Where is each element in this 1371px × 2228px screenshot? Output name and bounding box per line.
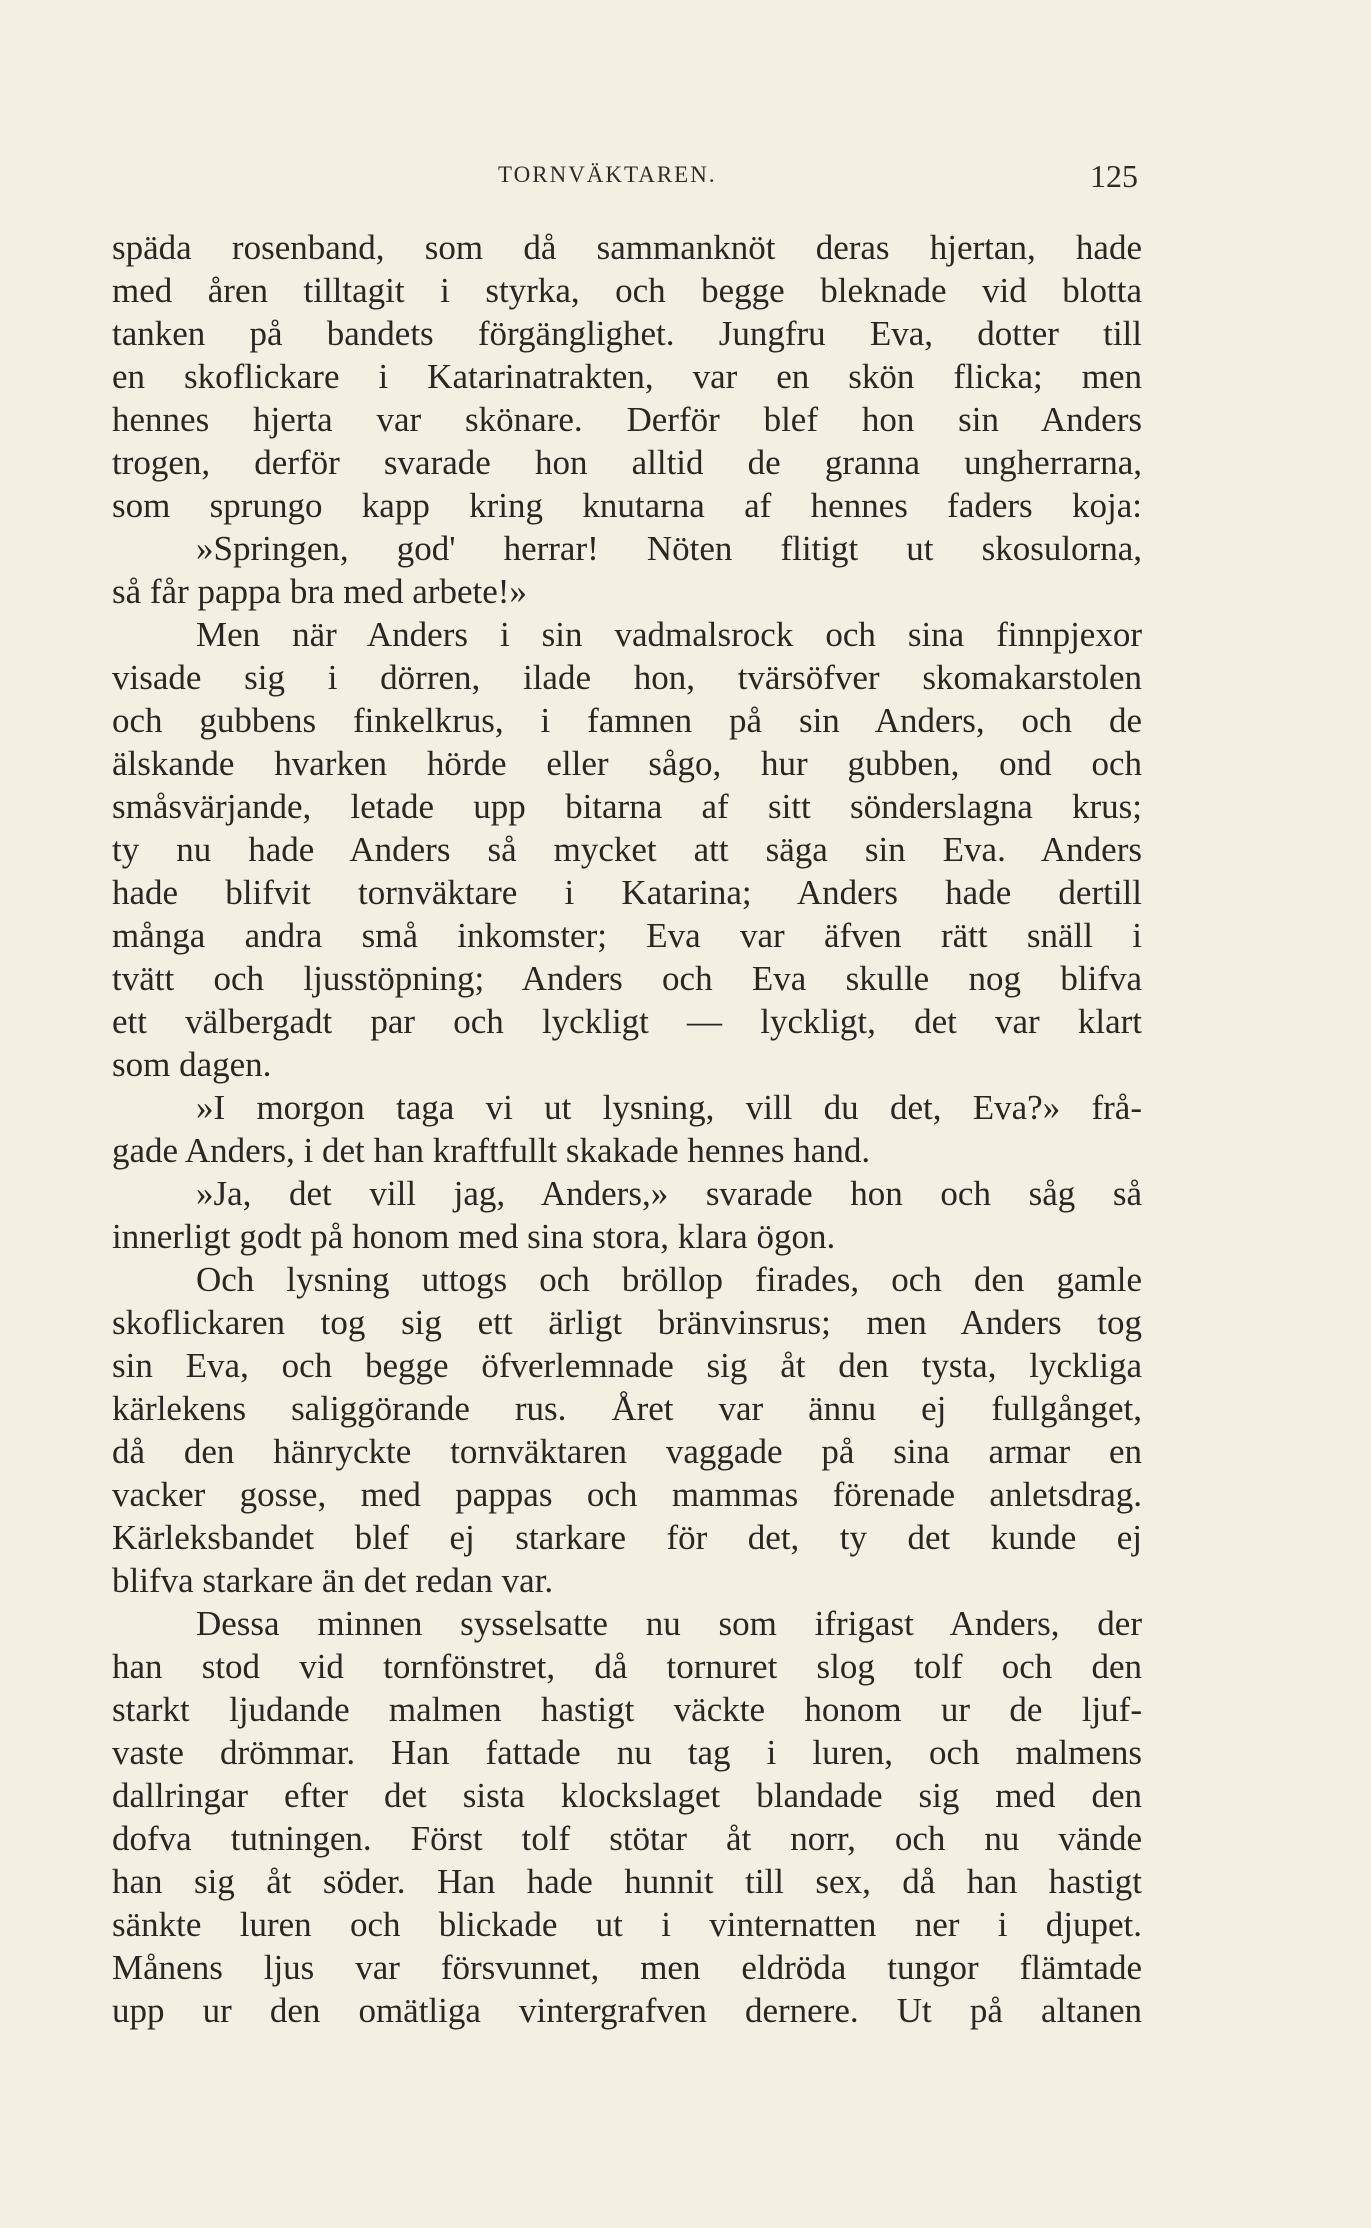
text-line: som dagen. bbox=[112, 1045, 272, 1084]
text-line: så får pappa bra med arbete!» bbox=[112, 572, 527, 611]
text-line: visade sig i dörren, ilade hon, tvärsöfver skomakarstolen bbox=[112, 658, 1142, 697]
text-line: ty nu hade Anders så mycket att säga sin Eva. Anders bbox=[112, 830, 1142, 869]
text-line: trogen, derför svarade hon alltid de granna ungherrarna, bbox=[112, 443, 1142, 482]
text-line: han stod vid tornfönstret, då tornuret slog tolf och den bbox=[112, 1647, 1142, 1686]
text-line: blifva starkare än det redan var. bbox=[112, 1561, 554, 1600]
text-line: ett välbergadt par och lyckligt — lyckligt, det var klart bbox=[112, 1002, 1142, 1041]
text-line: Kärleksbandet blef ej starkare för det, ty det kunde ej bbox=[112, 1518, 1142, 1557]
text-line: innerligt godt på honom med sina stora, klara ögon. bbox=[112, 1217, 836, 1256]
running-title: TORNVÄKTAREN. bbox=[498, 162, 717, 187]
text-line: dallringar efter det sista klockslaget blandade sig med den bbox=[112, 1776, 1142, 1815]
text-line: tanken på bandets förgänglighet. Jungfru Eva, dotter till bbox=[112, 314, 1142, 353]
text-line: och gubbens finkelkrus, i famnen på sin Anders, och de bbox=[112, 701, 1142, 740]
text-line: Och lysning uttogs och bröllop firades, och den gamle bbox=[196, 1260, 1142, 1299]
text-line: han sig åt söder. Han hade hunnit till sex, då han hastigt bbox=[112, 1862, 1142, 1901]
text-line: kärlekens saliggörande rus. Året var ännu ej fullgånget, bbox=[112, 1389, 1142, 1428]
text-line: »Ja, det vill jag, Anders,» svarade hon och såg så bbox=[196, 1174, 1142, 1213]
text-line: »I morgon taga vi ut lysning, vill du det, Eva?» frå- bbox=[196, 1088, 1142, 1127]
text-line: vacker gosse, med pappas och mammas förenade anletsdrag. bbox=[112, 1475, 1142, 1514]
text-line: hade blifvit tornväktare i Katarina; Anders hade dertill bbox=[112, 873, 1142, 912]
text-line: då den hänryckte tornväktaren vaggade på sina armar en bbox=[112, 1432, 1142, 1471]
text-line: gade Anders, i det han kraftfullt skakade hennes hand. bbox=[112, 1131, 871, 1170]
text-line: vaste drömmar. Han fattade nu tag i luren, och malmens bbox=[112, 1733, 1142, 1772]
text-line: Dessa minnen sysselsatte nu som ifrigast Anders, der bbox=[196, 1604, 1142, 1643]
text-line: som sprungo kapp kring knutarna af hennes faders koja: bbox=[112, 486, 1142, 525]
text-line: med åren tilltagit i styrka, och begge bleknade vid blotta bbox=[112, 271, 1142, 310]
text-line: småsvärjande, letade upp bitarna af sitt sönderslagna krus; bbox=[112, 787, 1142, 826]
body-text bbox=[112, 226, 1142, 2032]
text-line: upp ur den omätliga vintergrafven dernere. Ut på altanen bbox=[112, 1991, 1142, 2030]
text-line: starkt ljudande malmen hastigt väckte honom ur de ljuf- bbox=[112, 1690, 1142, 1729]
text-line: många andra små inkomster; Eva var äfven rätt snäll i bbox=[112, 916, 1142, 955]
text-line: Men när Anders i sin vadmalsrock och sina finnpjexor bbox=[196, 615, 1142, 654]
text-line: en skoflickare i Katarinatrakten, var en skön flicka; men bbox=[112, 357, 1142, 396]
text-line: skoflickaren tog sig ett ärligt bränvinsrus; men Anders tog bbox=[112, 1303, 1142, 1342]
running-head bbox=[0, 158, 1371, 198]
text-line: »Springen, god' herrar! Nöten flitigt ut skosulorna, bbox=[196, 529, 1142, 568]
text-line: Månens ljus var försvunnet, men eldröda tungor flämtade bbox=[112, 1948, 1142, 1987]
text-line: sin Eva, och begge öfverlemnade sig åt den tysta, lyckliga bbox=[112, 1346, 1142, 1385]
text-line: hennes hjerta var skönare. Derför blef hon sin Anders bbox=[112, 400, 1142, 439]
text-line: dofva tutningen. Först tolf stötar åt norr, och nu vände bbox=[112, 1819, 1142, 1858]
text-line: tvätt och ljusstöpning; Anders och Eva skulle nog blifva bbox=[112, 959, 1142, 998]
page-number: 125 bbox=[1090, 158, 1138, 194]
text-line: späda rosenband, som då sammanknöt deras hjertan, hade bbox=[112, 228, 1142, 267]
text-line: älskande hvarken hörde eller sågo, hur gubben, ond och bbox=[112, 744, 1142, 783]
text-line: sänkte luren och blickade ut i vinternatten ner i djupet. bbox=[112, 1905, 1142, 1944]
